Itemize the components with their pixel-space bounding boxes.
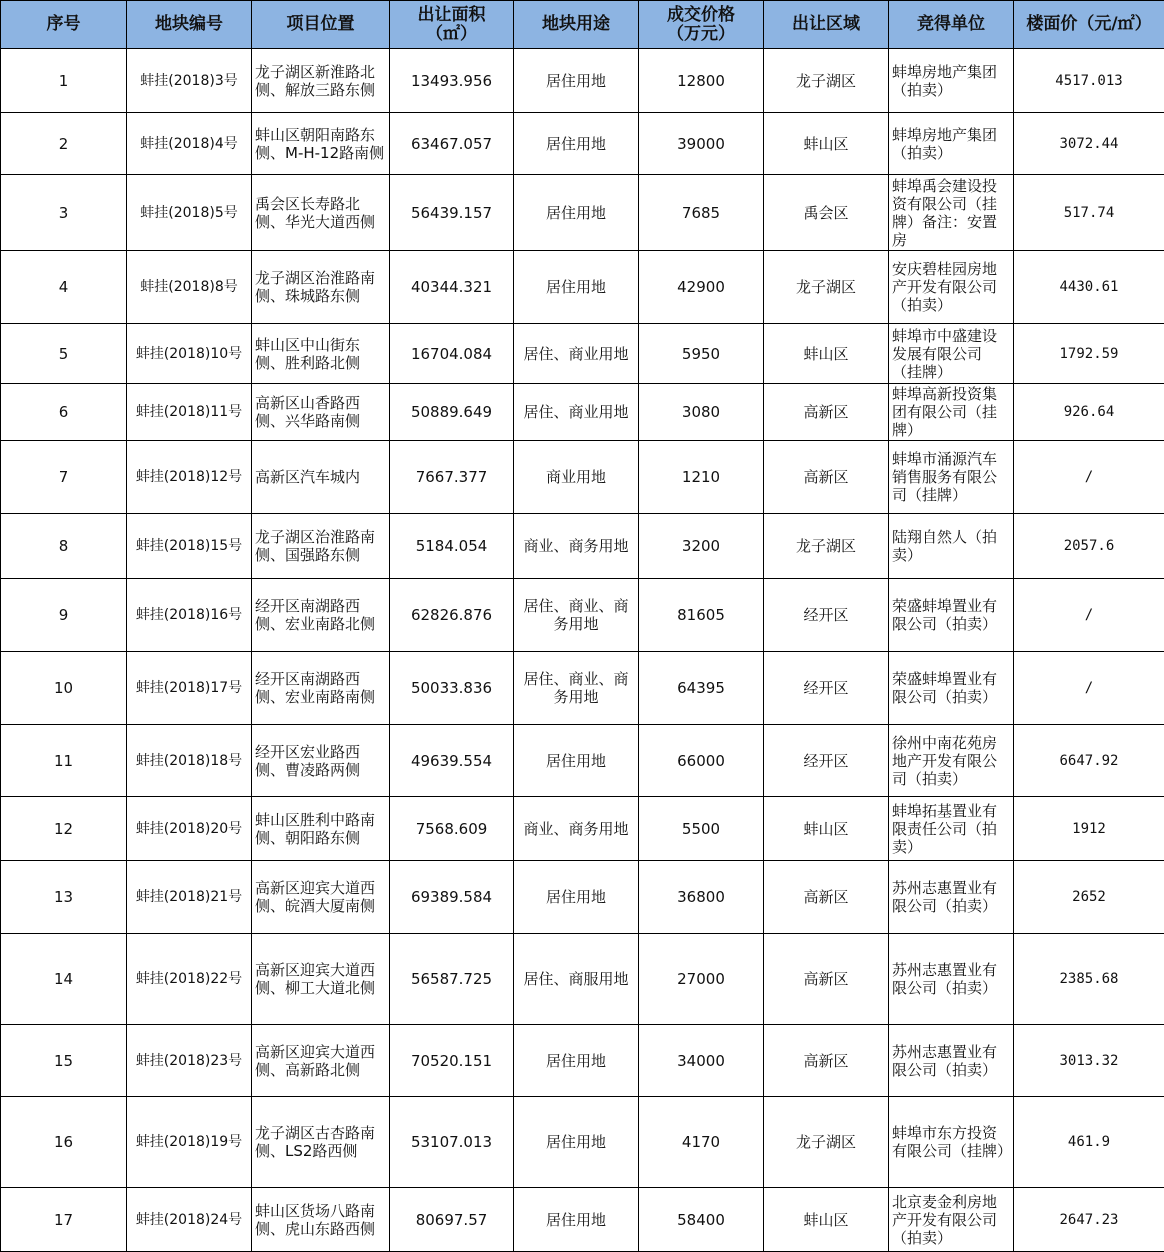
cell-area: 62826.876	[390, 579, 514, 652]
cell-area: 5184.054	[390, 514, 514, 579]
cell-use: 居住用地	[514, 251, 639, 324]
cell-region: 高新区	[764, 934, 889, 1025]
cell-use: 商业、商务用地	[514, 797, 639, 861]
cell-floor-price: 3013.32	[1014, 1025, 1164, 1097]
cell-winner: 蚌埠市涌源汽车销售服务有限公司（挂牌）	[889, 441, 1014, 514]
cell-winner: 蚌埠高新投资集团有限公司（挂牌）	[889, 384, 1014, 441]
cell-code: 蚌挂(2018)8号	[127, 251, 252, 324]
cell-area: 53107.013	[390, 1097, 514, 1188]
cell-location: 高新区迎宾大道西侧、柳工大道北侧	[252, 934, 390, 1025]
cell-location: 蚌山区朝阳南路东侧、M-H-12路南侧	[252, 113, 390, 175]
cell-use: 居住、商服用地	[514, 934, 639, 1025]
table-body	[1, 49, 1164, 1252]
cell-seq: 11	[1, 725, 127, 797]
cell-price: 3200	[639, 514, 764, 579]
cell-area: 50889.649	[390, 384, 514, 441]
cell-seq: 12	[1, 797, 127, 861]
cell-area: 70520.151	[390, 1025, 514, 1097]
header-price-line1: 成交价格	[667, 4, 735, 25]
cell-winner: 北京麦金利房地产开发有限公司（拍卖）	[889, 1188, 1014, 1252]
table-row	[1, 861, 1164, 934]
cell-code: 蚌挂(2018)10号	[127, 324, 252, 384]
table-row	[1, 1188, 1164, 1252]
cell-code: 蚌挂(2018)12号	[127, 441, 252, 514]
cell-area: 7568.609	[390, 797, 514, 861]
cell-seq: 1	[1, 49, 127, 113]
cell-floor-price: /	[1014, 579, 1164, 652]
cell-floor-price: 4430.61	[1014, 251, 1164, 324]
cell-price: 39000	[639, 113, 764, 175]
header-area-line1: 出让面积	[417, 4, 486, 25]
cell-price: 4170	[639, 1097, 764, 1188]
table-row	[1, 725, 1164, 797]
cell-region: 蚌山区	[764, 324, 889, 384]
cell-code: 蚌挂(2018)3号	[127, 49, 252, 113]
cell-use: 居住用地	[514, 49, 639, 113]
header-price-line2: （万元）	[667, 23, 735, 44]
cell-code: 蚌挂(2018)23号	[127, 1025, 252, 1097]
cell-seq: 8	[1, 514, 127, 579]
cell-region: 龙子湖区	[764, 251, 889, 324]
cell-use: 居住、商业用地	[514, 384, 639, 441]
cell-location: 龙子湖区治淮路南侧、珠城路东侧	[252, 251, 390, 324]
cell-winner: 徐州中南花苑房地产开发有限公司（拍卖）	[889, 725, 1014, 797]
cell-location: 蚌山区货场八路南侧、虎山东路西侧	[252, 1188, 390, 1252]
cell-region: 龙子湖区	[764, 49, 889, 113]
cell-region: 高新区	[764, 1025, 889, 1097]
cell-price: 42900	[639, 251, 764, 324]
table-row	[1, 514, 1164, 579]
header-area-line2: （㎡）	[426, 23, 477, 44]
cell-price: 1210	[639, 441, 764, 514]
cell-use: 商业、商务用地	[514, 514, 639, 579]
cell-floor-price: 461.9	[1014, 1097, 1164, 1188]
cell-winner: 蚌埠市东方投资有限公司（挂牌）	[889, 1097, 1014, 1188]
cell-region: 蚌山区	[764, 1188, 889, 1252]
cell-seq: 17	[1, 1188, 127, 1252]
cell-winner: 荣盛蚌埠置业有限公司（拍卖）	[889, 652, 1014, 725]
header-use: 地块用途	[514, 1, 639, 49]
cell-seq: 14	[1, 934, 127, 1025]
cell-code: 蚌挂(2018)15号	[127, 514, 252, 579]
cell-floor-price: 2652	[1014, 861, 1164, 934]
cell-price: 36800	[639, 861, 764, 934]
cell-price: 5500	[639, 797, 764, 861]
cell-code: 蚌挂(2018)22号	[127, 934, 252, 1025]
cell-location: 经开区宏业路西侧、曹凌路两侧	[252, 725, 390, 797]
cell-use: 居住用地	[514, 1097, 639, 1188]
cell-floor-price: 4517.013	[1014, 49, 1164, 113]
cell-code: 蚌挂(2018)24号	[127, 1188, 252, 1252]
cell-location: 高新区山香路西侧、兴华路南侧	[252, 384, 390, 441]
table-row	[1, 251, 1164, 324]
cell-winner: 苏州志惠置业有限公司（拍卖）	[889, 861, 1014, 934]
table-row	[1, 384, 1164, 441]
cell-price: 64395	[639, 652, 764, 725]
cell-seq: 7	[1, 441, 127, 514]
cell-use: 居住、商业用地	[514, 324, 639, 384]
cell-use: 居住用地	[514, 725, 639, 797]
cell-location: 高新区汽车城内	[252, 441, 390, 514]
cell-floor-price: 2647.23	[1014, 1188, 1164, 1252]
header-seq: 序号	[1, 1, 127, 49]
header-price	[639, 1, 764, 49]
cell-region: 龙子湖区	[764, 514, 889, 579]
cell-floor-price: 926.64	[1014, 384, 1164, 441]
header-winner: 竞得单位	[889, 1, 1014, 49]
cell-use: 居住用地	[514, 861, 639, 934]
cell-area: 50033.836	[390, 652, 514, 725]
cell-region: 高新区	[764, 384, 889, 441]
cell-seq: 13	[1, 861, 127, 934]
cell-seq: 4	[1, 251, 127, 324]
cell-area: 13493.956	[390, 49, 514, 113]
cell-seq: 15	[1, 1025, 127, 1097]
table-row	[1, 1025, 1164, 1097]
cell-floor-price: /	[1014, 441, 1164, 514]
table-row	[1, 934, 1164, 1025]
cell-code: 蚌挂(2018)21号	[127, 861, 252, 934]
cell-use: 居住用地	[514, 113, 639, 175]
table-row	[1, 1097, 1164, 1188]
cell-floor-price: 2057.6	[1014, 514, 1164, 579]
cell-location: 高新区迎宾大道西侧、皖酒大厦南侧	[252, 861, 390, 934]
cell-region: 经开区	[764, 579, 889, 652]
cell-use: 居住用地	[514, 175, 639, 251]
header-floor-price: 楼面价（元/㎡）	[1014, 1, 1164, 49]
header-row	[1, 1, 1164, 49]
cell-code: 蚌挂(2018)16号	[127, 579, 252, 652]
cell-seq: 9	[1, 579, 127, 652]
table-row	[1, 441, 1164, 514]
cell-use: 居住用地	[514, 1025, 639, 1097]
cell-price: 58400	[639, 1188, 764, 1252]
cell-area: 56587.725	[390, 934, 514, 1025]
cell-winner: 安庆碧桂园房地产开发有限公司（拍卖）	[889, 251, 1014, 324]
cell-price: 34000	[639, 1025, 764, 1097]
cell-use: 居住、商业、商务用地	[514, 652, 639, 725]
cell-floor-price: 1792.59	[1014, 324, 1164, 384]
cell-region: 龙子湖区	[764, 1097, 889, 1188]
cell-area: 80697.57	[390, 1188, 514, 1252]
cell-code: 蚌挂(2018)19号	[127, 1097, 252, 1188]
cell-region: 高新区	[764, 861, 889, 934]
cell-floor-price: 1912	[1014, 797, 1164, 861]
cell-location: 经开区南湖路西侧、宏业南路南侧	[252, 652, 390, 725]
cell-code: 蚌挂(2018)11号	[127, 384, 252, 441]
cell-seq: 3	[1, 175, 127, 251]
table-row	[1, 113, 1164, 175]
cell-code: 蚌挂(2018)18号	[127, 725, 252, 797]
cell-price: 12800	[639, 49, 764, 113]
cell-region: 经开区	[764, 652, 889, 725]
cell-winner: 蚌埠房地产集团（拍卖）	[889, 113, 1014, 175]
cell-area: 49639.554	[390, 725, 514, 797]
cell-location: 蚌山区胜利中路南侧、朝阳路东侧	[252, 797, 390, 861]
cell-floor-price: 3072.44	[1014, 113, 1164, 175]
cell-price: 3080	[639, 384, 764, 441]
cell-code: 蚌挂(2018)4号	[127, 113, 252, 175]
cell-seq: 6	[1, 384, 127, 441]
cell-use: 居住、商业、商务用地	[514, 579, 639, 652]
header-location: 项目位置	[252, 1, 390, 49]
table-row	[1, 652, 1164, 725]
cell-winner: 苏州志惠置业有限公司（拍卖）	[889, 1025, 1014, 1097]
cell-price: 81605	[639, 579, 764, 652]
cell-region: 禹会区	[764, 175, 889, 251]
table-row	[1, 49, 1164, 113]
cell-region: 经开区	[764, 725, 889, 797]
cell-price: 5950	[639, 324, 764, 384]
cell-location: 蚌山区中山街东侧、胜利路北侧	[252, 324, 390, 384]
table-row	[1, 175, 1164, 251]
cell-winner: 荣盛蚌埠置业有限公司（拍卖）	[889, 579, 1014, 652]
cell-region: 蚌山区	[764, 113, 889, 175]
cell-price: 27000	[639, 934, 764, 1025]
cell-seq: 5	[1, 324, 127, 384]
cell-code: 蚌挂(2018)20号	[127, 797, 252, 861]
cell-location: 禹会区长寿路北侧、华光大道西侧	[252, 175, 390, 251]
cell-location: 龙子湖区古杏路南侧、LS2路西侧	[252, 1097, 390, 1188]
cell-area: 40344.321	[390, 251, 514, 324]
cell-area: 69389.584	[390, 861, 514, 934]
cell-floor-price: 6647.92	[1014, 725, 1164, 797]
cell-region: 蚌山区	[764, 797, 889, 861]
header-area	[390, 1, 514, 49]
table-row	[1, 324, 1164, 384]
cell-use: 居住用地	[514, 1188, 639, 1252]
cell-seq: 10	[1, 652, 127, 725]
cell-seq: 2	[1, 113, 127, 175]
cell-use: 商业用地	[514, 441, 639, 514]
cell-floor-price: 517.74	[1014, 175, 1164, 251]
cell-seq: 16	[1, 1097, 127, 1188]
cell-winner: 蚌埠市中盛建设发展有限公司（挂牌）	[889, 324, 1014, 384]
table-row	[1, 797, 1164, 861]
header-code: 地块编号	[127, 1, 252, 49]
cell-floor-price: /	[1014, 652, 1164, 725]
cell-location: 龙子湖区新淮路北侧、解放三路东侧	[252, 49, 390, 113]
cell-code: 蚌挂(2018)5号	[127, 175, 252, 251]
cell-price: 7685	[639, 175, 764, 251]
cell-area: 56439.157	[390, 175, 514, 251]
cell-winner: 蚌埠房地产集团（拍卖）	[889, 49, 1014, 113]
cell-area: 63467.057	[390, 113, 514, 175]
cell-location: 龙子湖区治淮路南侧、国强路东侧	[252, 514, 390, 579]
cell-location: 经开区南湖路西侧、宏业南路北侧	[252, 579, 390, 652]
cell-region: 高新区	[764, 441, 889, 514]
cell-price: 66000	[639, 725, 764, 797]
cell-winner: 苏州志惠置业有限公司（拍卖）	[889, 934, 1014, 1025]
cell-area: 16704.084	[390, 324, 514, 384]
cell-code: 蚌挂(2018)17号	[127, 652, 252, 725]
cell-floor-price: 2385.68	[1014, 934, 1164, 1025]
cell-winner: 陆翔自然人（拍卖）	[889, 514, 1014, 579]
table-row	[1, 579, 1164, 652]
header-region: 出让区域	[764, 1, 889, 49]
cell-winner: 蚌埠禹会建设投资有限公司（挂牌）备注：安置房	[889, 175, 1014, 251]
cell-location: 高新区迎宾大道西侧、高新路北侧	[252, 1025, 390, 1097]
cell-winner: 蚌埠拓基置业有限责任公司（拍卖）	[889, 797, 1014, 861]
cell-area: 7667.377	[390, 441, 514, 514]
